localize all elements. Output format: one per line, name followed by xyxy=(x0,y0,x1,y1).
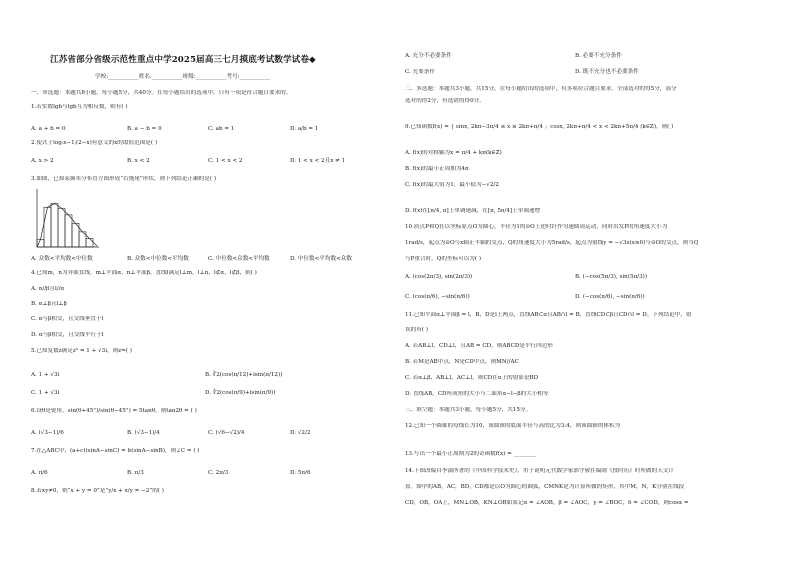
answer-option: A. a + b = 0 xyxy=(31,126,66,132)
histogram-bar xyxy=(58,208,65,247)
answer-option: D. √2/2 xyxy=(290,430,311,436)
histogram-bar xyxy=(72,223,79,247)
question-line: 9.已知函数f(x) = { sinx, 2kπ−3π/4 ≤ x ≤ 2kπ+π/4 ；cosx, 2kπ+π/4 < x < 2kπ+5π/4 (k∈Z)，则( ) xyxy=(405,124,674,130)
histogram-bar xyxy=(65,215,72,247)
question-line: C. α与β相交，且交线垂直于l xyxy=(31,316,104,322)
question-line: C. f(x)的最大值为1，最小值为−√2/2 xyxy=(405,182,499,188)
answer-option: C. 1 + √3i xyxy=(31,390,60,396)
answer-option: D. 5π/6 xyxy=(290,470,311,476)
answer-option: B. (√3−1)/4 xyxy=(127,430,160,436)
frequency-histogram xyxy=(31,187,101,253)
question-line: 6.设θ是锐角，sin(θ+45°)/sin(θ−45°) = 5tanθ，则tan2θ = ( ) xyxy=(31,408,197,414)
question-line: C. 若α⊥β，AB⊥l，AC⊥l，则CD在α上的射影是BD xyxy=(405,375,539,381)
question-line: 13.写出一个最小正周期为2的奇函数f(x) = ________ xyxy=(405,451,536,457)
answer-option: C. (√6−√2)/4 xyxy=(208,430,245,436)
question-line: 4.已知m，n为异面直线，m⊥平面α，n⊥平面β，直线l满足l⊥m，l⊥n，l⊄α，l⊄β，则( ) xyxy=(31,270,257,276)
question-line: B. α⊥β且l⊥β xyxy=(31,301,67,307)
answer-option: C. (cos(π/6), −sin(π/6)) xyxy=(405,294,470,300)
question-line: 14.下图改编自李潢所著的《中国科学技术史》，用于说明元代数学家郭守敬在编制《授时历》时所做的天文计 xyxy=(405,468,675,474)
answer-option: D. 1 < x < 2且x ≠ 1 xyxy=(290,158,346,164)
question-line: D. 直线AB，CD所成角的大小与二面角α−l−β的大小相等 xyxy=(405,391,549,397)
question-line: 1rad/s，起点为⊙O与x轴正半轴的交点，Q的角速度大小为5rad/s，起点为射线y = −√3x(x≥0)与⊙O的交点，则当Q xyxy=(405,240,699,246)
answer-option: B. π/3 xyxy=(127,470,144,476)
question-line: 一、单选题：本题共8小题，每小题5分，共40分。在每小题给出的选项中，只有一项是符合题目要求的。 xyxy=(31,90,292,96)
question-line: A. α//β且l//α xyxy=(31,286,65,292)
answer-option: D. a/b = 1 xyxy=(290,126,319,132)
answer-option: B. ∛2(cos(π/12)+isin(π/12)) xyxy=(205,372,283,378)
answer-option: D. (−cos(π/6), −sin(π/6)) xyxy=(575,294,645,300)
answer-option: B. (−cos(5π/3), sin(5π/3)) xyxy=(575,274,647,280)
answer-option: B. x < 2 xyxy=(127,158,150,164)
histogram-bar xyxy=(86,238,93,247)
question-line: B. f(x)的最小正周期为4π xyxy=(405,166,469,172)
question-line: 2.使式子log₍x−1₎(2−x)有意义的x的取值范围是( ) xyxy=(31,140,158,146)
question-line: 误的有( ) xyxy=(405,327,428,333)
question-line: 与P重合时，Q的坐标可以为( ) xyxy=(405,256,482,262)
answer-option: B. 众数<中位数<平均数 xyxy=(127,256,189,262)
question-line: B. 若M是AB中点，N是CD中点，则MN//AC xyxy=(405,359,519,365)
exam-title: 江苏省部分省级示范性重点中学2025届高三七月摸底考试数学试卷◆ xyxy=(50,55,316,65)
question-line: 5.已知复数z满足z³ = 1 + √3i，则z=( ) xyxy=(31,348,132,354)
answer-option: A. 充分不必要条件 xyxy=(405,53,452,59)
question-line: 算。图中的AB，AC，BD，CD都是以O为圆心的圆弧，CMNK是为计算所做的矩形，其中M，N，K分别在线段 xyxy=(405,484,685,490)
question-line: 8.若xy≠0，则“x + y = 0”是“y/x + x/y = −2”的( ) xyxy=(31,488,164,494)
question-line: A. f(x)的对称轴为x = π/4 + kπ(k∈Z) xyxy=(405,150,502,156)
question-line: D. f(x)在[π/4, π]上单调递减，在[π, 5π/4]上单调递增 xyxy=(405,208,541,214)
question-line: 二、多选题：本题共3小题，共15分。在每小题给出的选项中，有多项符合题目要求。全部选对的得5分，部分 xyxy=(405,86,677,92)
student-info-line: 学校:___________姓名:___________班级:___________考号:___________ xyxy=(95,74,271,80)
answer-option: D. ∛2(cos(π/9)+isin(π/9)) xyxy=(205,390,276,396)
histogram-bar xyxy=(37,239,44,247)
answer-option: D. 既不充分也不必要条件 xyxy=(575,69,639,75)
question-line: D. α与β相交，且交线平行于l xyxy=(31,332,104,338)
question-line: 11.已知平面α⊥平面β = l，B，D是l上两点，直线AB⊂α且AB∩l = B，直线CD⊂β且CD∩l = D。下列结论中，错 xyxy=(405,312,692,318)
question-line: 7.在△ABC中，(a+c)(sinA−sinC) = b(sinA−sinB)，则∠C = ( ) xyxy=(31,448,200,454)
answer-option: A. π/6 xyxy=(31,470,48,476)
question-line: 1.若实数lgb与lgb互为相反数，则有( ) xyxy=(31,104,128,110)
answer-option: C. 2π/3 xyxy=(208,470,229,476)
histogram-bar xyxy=(51,204,58,247)
question-line: A. 若AB⊥l，CD⊥l，且AB = CD，则ABCD是平行四边形 xyxy=(405,343,553,349)
answer-option: A. 众数<平均数<中位数 xyxy=(31,256,93,262)
density-curve xyxy=(37,204,97,247)
question-line: 三、填空题：本题共3小题，每小题5分，共15分。 xyxy=(405,407,532,413)
answer-option: A. 1 + √3i xyxy=(31,372,60,378)
histogram-bar xyxy=(44,207,51,247)
answer-option: D. 中位数<平均数<众数 xyxy=(290,256,352,262)
question-line: 选对的得2分，有选错的得0分。 xyxy=(405,98,485,104)
question-line: 3.如图，已知某频率分布直方图形成“右拖尾”形状，则下列结论正确的是( ) xyxy=(31,176,217,182)
answer-option: C. 1 < x < 2 xyxy=(208,158,243,164)
answer-option: C. 中位数<众数<平均数 xyxy=(208,256,270,262)
answer-option: A. (√3−1)/6 xyxy=(31,430,64,436)
question-line: 10.质点P和Q在以坐标原点O为圆心，半径为1的⊙O上逆时针作匀速圆周运动，同时出发P的角速度大小为 xyxy=(405,224,668,230)
answer-option: A. x > 2 xyxy=(31,158,54,164)
answer-option: B. a − b = 0 xyxy=(127,126,162,132)
answer-option: C. ab = 1 xyxy=(208,126,235,132)
answer-option: B. 必要不充分条件 xyxy=(575,53,622,59)
question-line: CD，OB，OA上，MN⊥OB，KN⊥OB如果记α = ∠AOB，β = ∠AOC，γ = ∠BOC，δ = ∠COD，则cosα = xyxy=(405,500,689,506)
question-line: 12.已知一个圆锥的母线长为10，该圆锥的底面半径与高的比为3:4，则该圆锥的体积为 xyxy=(405,423,621,429)
question-line: C. 充要条件 xyxy=(405,69,436,75)
answer-option: A. (cos(2π/3), sin(2π/3)) xyxy=(405,274,473,280)
